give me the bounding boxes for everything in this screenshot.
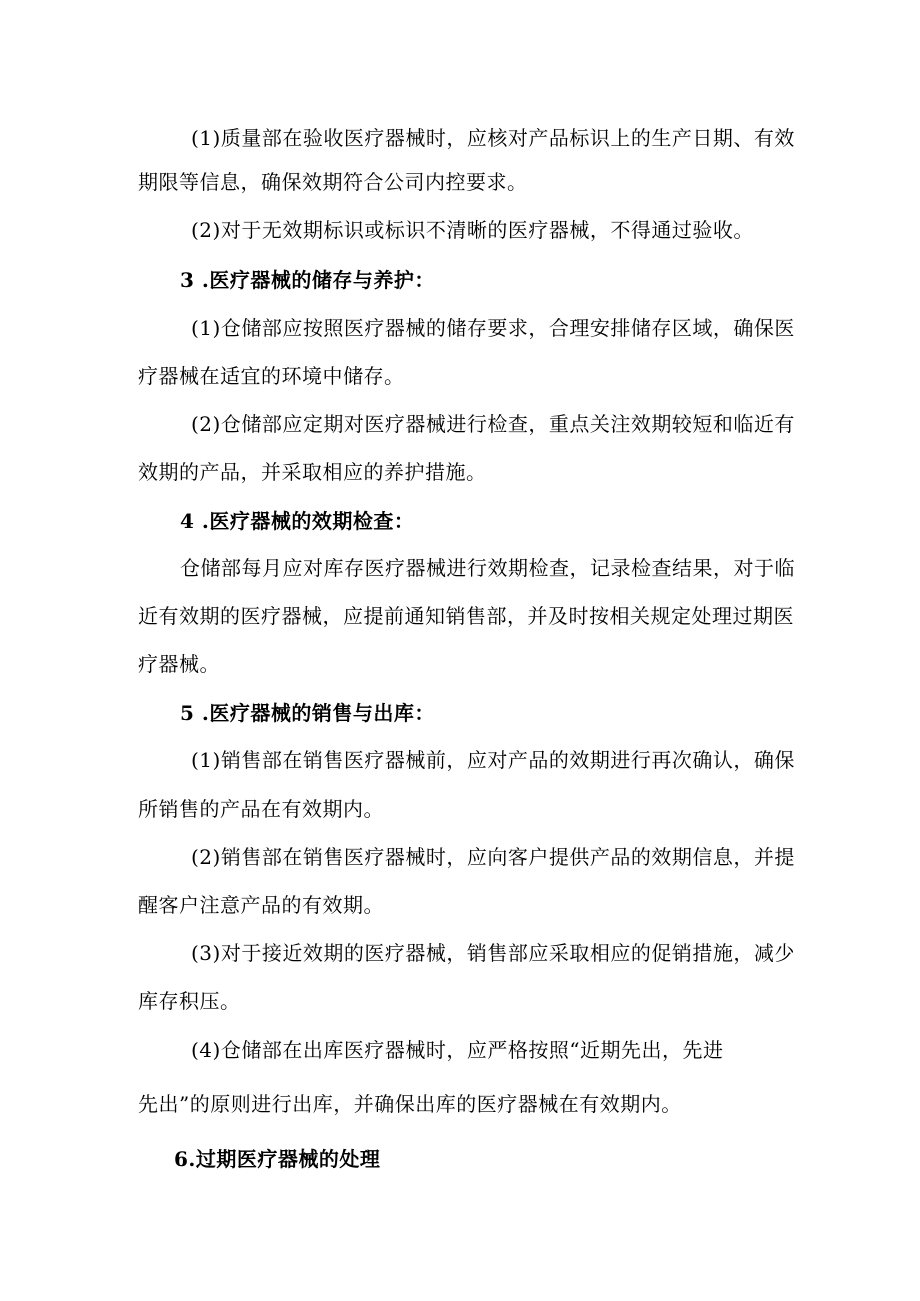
paragraph-line: (2)对于无效期标识或标识不清晰的医疗器械，不得通过验收。 — [191, 218, 754, 242]
section-heading-3: 3 .医疗器械的储存与养护： — [180, 268, 435, 292]
paragraph-line: (3)对于接近效期的医疗器械，销售部应采取相应的促销措施，减少 — [191, 941, 795, 965]
section-heading-4: 4 .医疗器械的效期检查： — [180, 509, 415, 533]
paragraph-line: (1)仓储部应按照医疗器械的储存要求，合理安排储存区域，确保医 — [191, 316, 795, 340]
section-heading-6: 6.过期医疗器械的处理 — [174, 1147, 381, 1171]
paragraph-line: 醒客户注意产品的有效期。 — [138, 893, 384, 917]
paragraph-line: 先出”的原则进行出库，并确保出库的医疗器械在有效期内。 — [138, 1092, 682, 1116]
paragraph-line: 疗器械。 — [138, 652, 220, 676]
paragraph-line: (2)销售部在销售医疗器械时，应向客户提供产品的效期信息，并提 — [191, 845, 795, 869]
paragraph-line: 期限等信息，确保效期符合公司内控要求。 — [138, 170, 528, 194]
paragraph-line: 库存积压。 — [138, 989, 241, 1013]
paragraph-line: (2)仓储部应定期对医疗器械进行检查，重点关注效期较短和临近有 — [191, 412, 795, 436]
paragraph-line: 仓储部每月应对库存医疗器械进行效期检查，记录检查结果，对于临 — [180, 556, 795, 580]
paragraph-line: 所销售的产品在有效期内。 — [138, 797, 384, 821]
paragraph-line: (1)质量部在验收医疗器械时，应核对产品标识上的生产日期、有效 — [191, 126, 795, 150]
paragraph-line: 效期的产品，并采取相应的养护措施。 — [138, 460, 487, 484]
section-heading-5: 5 .医疗器械的销售与出库： — [180, 701, 435, 725]
paragraph-line: (1)销售部在销售医疗器械前，应对产品的效期进行再次确认，确保 — [191, 748, 795, 772]
paragraph-line: (4)仓储部在出库医疗器械时，应严格按照“近期先出，先进 — [191, 1038, 724, 1062]
paragraph-line: 疗器械在适宜的环境中储存。 — [138, 364, 405, 388]
paragraph-line: 近有效期的医疗器械，应提前通知销售部，并及时按相关规定处理过期医 — [138, 604, 794, 628]
